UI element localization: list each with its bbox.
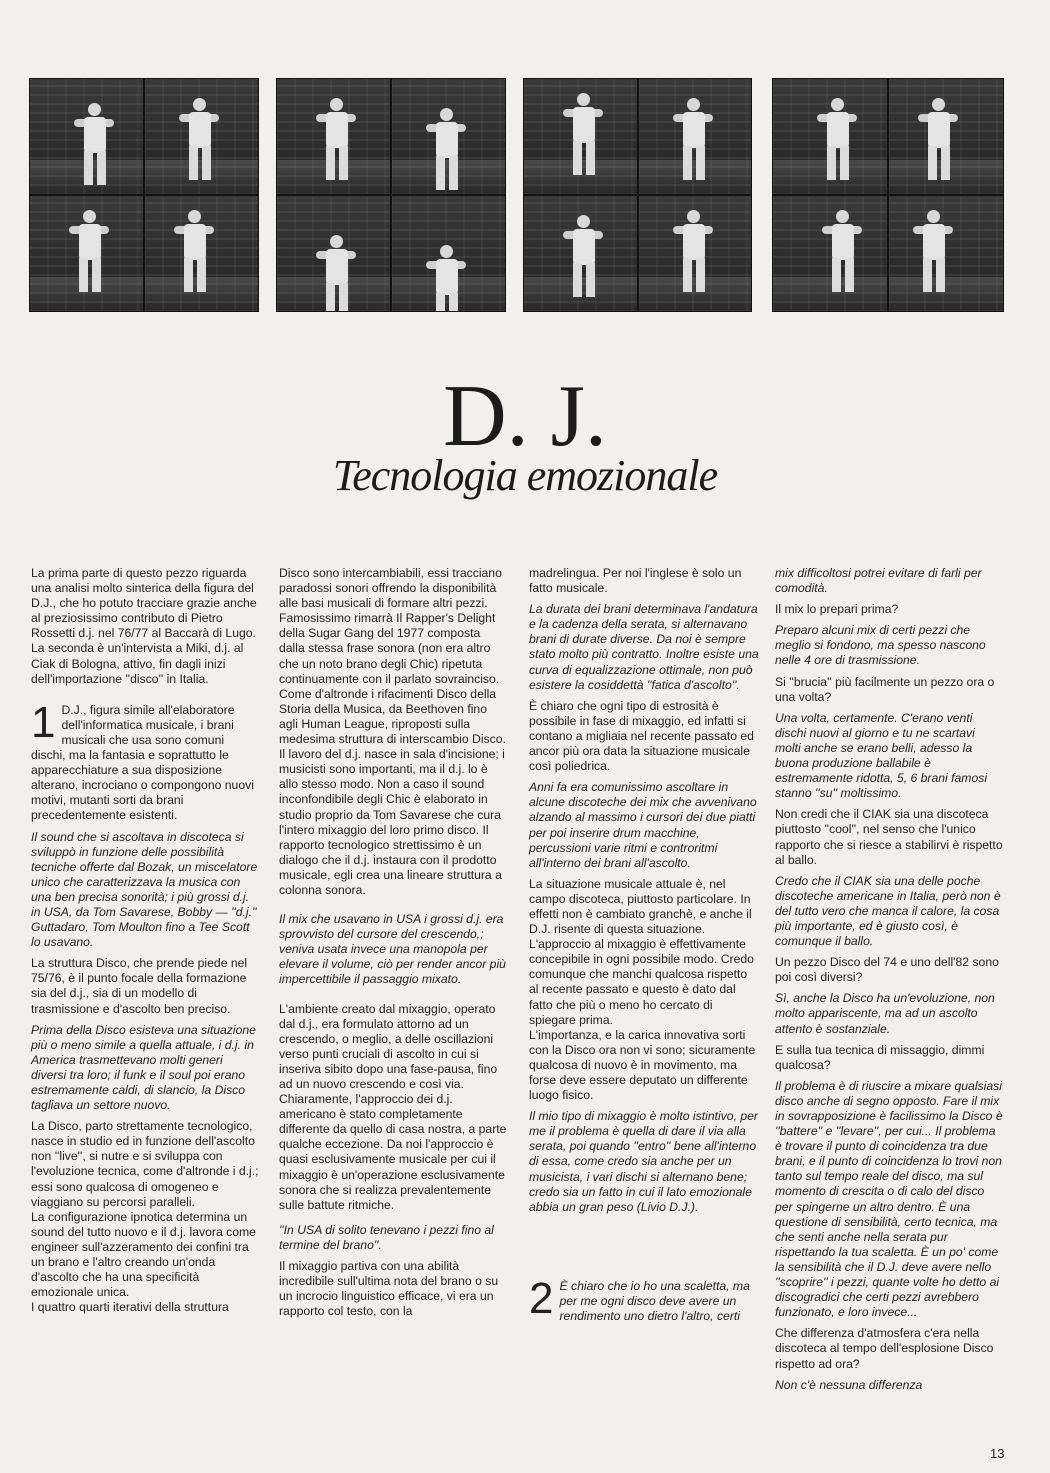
question-paragraph: E sulla tua tecnica di missaggio, dimmi qualcosa? — [775, 1042, 985, 1072]
body-paragraph: L'importanza, e la carica innovativa sorti con la Disco ora non vi sono; sicuramente qualcosa di nuovo è in movimento, ma forse deve essere deputato un differente luogo fisico. — [529, 1027, 756, 1103]
text-column-2 — [279, 566, 509, 1325]
answer-paragraph: Sì, anche la Disco ha un'evoluzione, non molto appariscente, ma ad un ascolto attento è sostanziale. — [775, 991, 995, 1036]
question-paragraph: Si ''brucia'' più facilmente un pezzo ora o una volta? — [775, 674, 995, 704]
question-paragraph: Non credi che il CIAK sia una discoteca piuttosto ''cool'', nel senso che l'unico rapporto che si riesce a stabilirvi è rispetto al ballo. — [775, 807, 1003, 867]
question-paragraph: Un pezzo Disco del 74 e uno dell'82 sono poi così diversi? — [775, 955, 999, 985]
answer-paragraph: Il problema è di riuscire a mixare qualsiasi disco anche di segno opposto. Fare il mix in sovrapposizione è facilissimo la Disco è ''battere'' e ''levare'', per cui... Il problema è trovare il punto di coincidenza tra due brani, e il punto di coincidenza lo trovi non tanto sul tempo reale del disco, ma sul momento di crescita o di calo del disco per spingerne un altro dentro. È una questione di sensibilità, certo tecnica, ma che senti anche nella serata pur rispettando la tua scaletta. È un po' come la sensibilità che il D.J. deve avere nello ''scoprire'' i pezzi, quante volte ho detto ai discogradici che certi pezzi avrebbero funzionato, e loro invece... — [775, 1078, 1003, 1320]
body-paragraph: La struttura Disco, che prende piede nel 75/76, è il punto focale della formazione sia del d.j., sia di un modello di trasmissione e d'ascolto ben preciso. — [31, 956, 248, 1016]
text-column-1 — [31, 566, 261, 1315]
text-column-4 — [775, 566, 1003, 1399]
quote-paragraph: La durata dei brani determinava l'andatura e la cadenza della serata, si alternavano brani di durate diverse. Da noi è sempre stato molto più contratto. Inoltre esiste una curva di equalizzazione ottimale, non può esistere la cosiddettà ''fatica d'ascolto''. — [529, 602, 759, 692]
answer-paragraph: Credo che il CIAK sia una delle poche discoteche americane in Italia, però non è del tutto vero che manca il calore, la cosa più importante, ed è giusto così, è comunque il ballo. — [775, 873, 1001, 949]
body-paragraph: L'ambiente creato dal mixaggio, operato dal d.j., era formulato attorno ad un crescendo, o meglio, a delle oscillazioni verso punti cruciali di ascolto in cui si inseriva sibito dopo una fase-pausa, fino ad un nuovo crescendo e così via. Chiaramente, l'approccio dei d.j. americano è stato completamente differente da quello di casa nostra, a parte qualche eccezione. Da noi l'approccio è quasi esclusivamente musicale per cui il mixaggio è un'operazione esclusivamente sonora che si realizza prevalentemente sulle battute ritmiche. — [279, 1001, 507, 1212]
section-1-number: 1 — [31, 697, 56, 747]
intro-paragraph: La prima parte di questo pezzo riguarda una analisi molto sinterica della figura del D.J., che ho potuto tracciare grazie anche al preziosissimo contributo di Pietro Rossetti d.j. nel 76/77 al Baccarà di Lugo. La seconda è un'intervista a Miki, d.j. al Ciak di Bologna, attivo, fin dagli inizi dell'importazione ''disco'' in Italia. — [31, 566, 257, 686]
article-title: D. J. — [443, 368, 607, 465]
quote-paragraph: Anni fa era comunissimo ascoltare in alcune discoteche dei mix che avvenivano alzando al massimo i cursori dei due piatti per poi inserire drum macchine, percussioni varie ritmi e controritmi all'interno dei brani all'ascolto. — [529, 780, 757, 870]
body-paragraph: La Disco, parto strettamente tecnologico, nasce in studio ed in funzione dell'ascolto non ''live'', si nutre e si sviluppa con l'evoluzione tecnica, come d'altronde i d.j.; essi sono qualcosa di omogeneo e viaggiano su percorsi paralleli. — [31, 1119, 259, 1209]
dancer-photo-1 — [29, 78, 259, 312]
answer-paragraph: Una volta, certamente. C'erano venti dischi nuovi al giorno e tu ne scartavi molti anche se erano belli, adesso la buona produzione ballabile è estremamente ridotta, 5, 6 brani famosi stanno ''su'' moltissimo. — [775, 710, 988, 801]
answer-paragraph: Preparo alcuni mix di certi pezzi che meglio si fondono, ma spesso nascono nelle 4 ore di trasmissione. — [775, 623, 986, 668]
body-paragraph: È chiaro che ogni tipo di estrosità è possibile in fase di mixaggio, ed infatti si contano a migliaia nel recente passato ed ancor più ora data la situazione musicale così poliedrica. — [529, 698, 754, 774]
text-column-3 — [529, 566, 759, 1330]
section-1-paragraph: 1 D.J., figura simile all'elaboratore dell'informatica musicale, i brani musicali che usa sono comuni dischi, ma la fantasia e soprattutto le apparecchiature a sua disposizione alterano, incrociano o compongono nuovi motivi, mutanti sorti da brani precedentemente esistenti. — [31, 697, 254, 823]
body-paragraph: madrelingua. Per noi l'inglese è solo un fatto musicale. — [529, 566, 742, 596]
quote-paragraph: Il sound che si ascoltava in discoteca si sviluppò in funzione delle possibilità tecniche offerte dal Bozak, un miscelatore unico che caratterizzava la musica con una ben precisa sonorità; i più grossi d.j. in USA, da Tom Savarese, Bobby — ''d.j.'' Guttadaro, Tom Moulton fino a Tee Scott lo usavano. — [31, 829, 258, 950]
body-paragraph: Disco sono intercambiabili, essi tracciano paradossi sonori offrendo la disponibilità alle basi musicali di formare altri pezzi. — [279, 566, 502, 611]
dancer-photo-2 — [276, 78, 506, 312]
quote-paragraph: Il mix che usavano in USA i grossi d.j. era sprovvisto del cursore del crescendo,; veniva usata invece una manopola per elevare il volume, ciò per render ancor più impercettibile il passaggio mixato. — [279, 912, 506, 987]
question-paragraph: Il mix lo prepari prima? — [775, 602, 899, 617]
body-paragraph: I quattro quarti iterativi della struttura — [31, 1300, 229, 1315]
body-paragraph: Il lavoro del d.j. nasce in sala d'incisione; i musicisti sono importanti, ma il d.j. lo è allo stesso modo. Non a caso il sound inconfondibile degli Chic è elaborato in studio proprio da Tom Savarese che cura l'intero mixaggio del loro primo disco. Il rapporto tecnologico strettissimo è un dialogo che il d.j. instaura con il prodotto musicale, egli crea una lineare struttura a colonna sonora. — [279, 747, 505, 897]
section-2-number: 2 — [529, 1273, 554, 1323]
body-paragraph: La configurazione ipnotica determina un sound del tutto nuovo e il d.j. lavora come engineer sull'azzeramento dei confini tra un brano e l'altro creando un'onda d'ascolto che ha una specificità emozionale unica. — [31, 1209, 256, 1300]
column-gap — [529, 1221, 759, 1279]
body-paragraph: La situazione musicale attuale è, nel campo discoteca, piuttosto particolare. In effetti non è cambiato granchè, e anche il D.J. risente di questa situazione. L'approccio al mixaggio è effettivamente concepibile in ogni possibile modo. Credo comunque che manchi qualcosa rispetto al recente passato e questo è dato dal fatto che più o meno ho cercato di spiegare prima. — [529, 876, 754, 1027]
body-paragraph: Famosissimo rimarrà Il Rapper's Delight della Sugar Gang del 1977 composta dalla stessa frase sonora (non era altro che un noto brano degli Chic) ripetuta continuamente con il parlato sovrainciso. Come d'altronde i rifacimenti Disco della Storia della Musica, da Beethoven fino agli Human League, riproposti sulla medesima struttura di interscambio Disco. — [279, 611, 506, 747]
section-2-paragraph: 2 È chiaro che io ho una scaletta, ma per me ogni disco deve avere un rendimento uno dietro l'altro, certi — [529, 1273, 750, 1324]
quote-paragraph: Prima della Disco esisteva una situazione più o meno simile a quella attuale, i d.j. in America trasmettevano molti generi diversi tra loro; il funk e il soul poi erano estremamente caldi, di slancio, la Disco tagliava un settore nuovo. — [31, 1022, 256, 1113]
quote-paragraph: Il mio tipo di mixaggio è molto istintivo, per me il problema è quella di dare il via alla serata, poi quando ''entro'' bene all'interno di essa, come credo sia anche per un musicista, i vari dischi si alternano bene; credo sia un fatto in cui il lato emozionale abbia un gran peso (Livio D.J.). — [529, 1109, 758, 1214]
quote-paragraph: ''In USA di solito tenevano i pezzi fino al termine del brano''. — [279, 1222, 494, 1252]
body-paragraph: Il mixaggio partiva con una abilità incredibile sull'ultima nota del brano o su un incrocio linguistico efficace, vi era un rapporto col testo, con la — [279, 1259, 499, 1319]
photo-strip — [29, 78, 1004, 312]
dancer-photo-3 — [523, 78, 752, 312]
question-paragraph: Che differenza d'atmosfera c'era nella discoteca al tempo dell'esplosione Disco rispetto ad ora? — [775, 1326, 994, 1371]
article-subtitle: Tecnologia emozionale — [332, 451, 718, 500]
dancer-photo-4 — [772, 78, 1004, 312]
page-number: 13 — [990, 1446, 1005, 1461]
answer-paragraph: Non c'è nessuna differenza — [775, 1377, 923, 1392]
answer-paragraph: mix difficoltosi potrei evitare di farli per comodità. — [775, 566, 982, 596]
